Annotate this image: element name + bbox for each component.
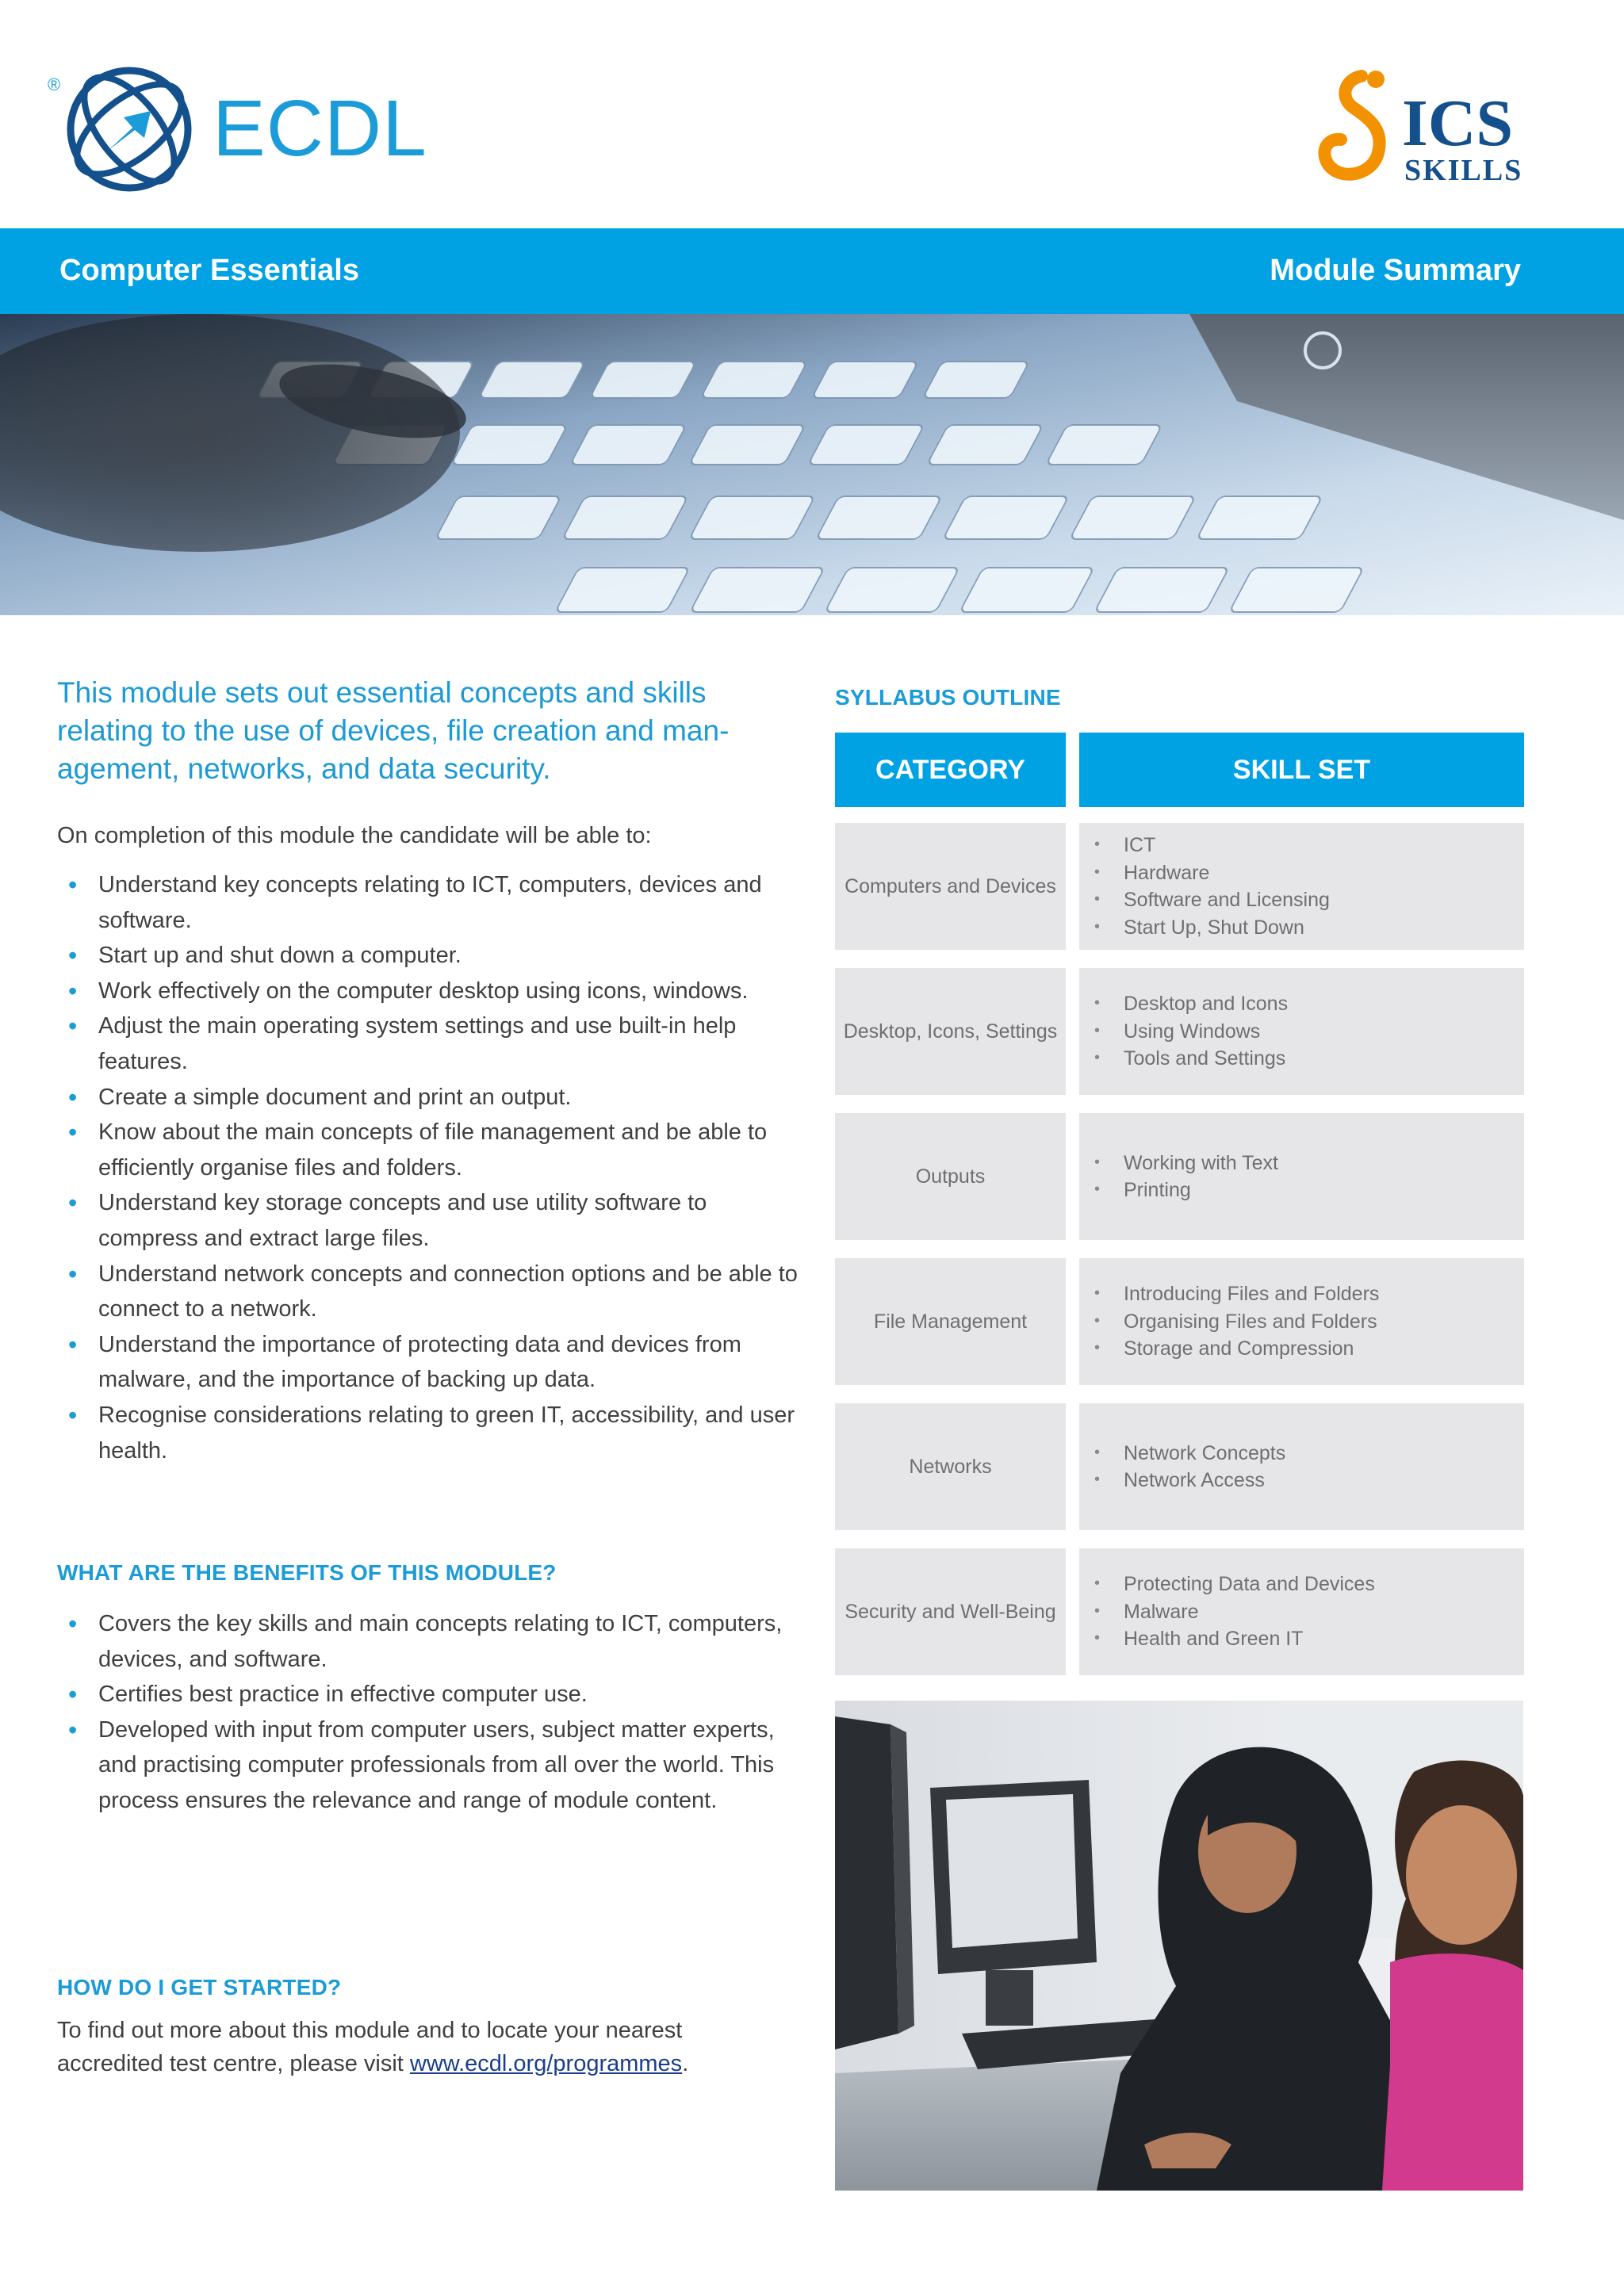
list-item: • Network Access [1094, 1469, 1265, 1491]
list-item: • Printing [1094, 1179, 1191, 1201]
category-column-header: CATEGORY [835, 733, 1066, 807]
bullet-icon: • [68, 1400, 78, 1429]
list-item: • Hardware [1094, 861, 1210, 884]
skillset-cell [1079, 1258, 1524, 1385]
list-item: • Understand the importance of protecting data and devices from malware, and the importance of backing up data. [57, 1327, 810, 1398]
bullet-icon: • [68, 1259, 78, 1288]
bullet-icon: • [68, 1188, 78, 1218]
ecdl-logo [48, 59, 460, 201]
benefits-heading: WHAT ARE THE BENEFITS OF THIS MODULE? [57, 1560, 557, 1585]
bullet-icon: • [68, 1715, 78, 1744]
ecdl-globe-icon [62, 62, 197, 197]
bullet-icon: • [68, 1012, 78, 1041]
bullet-icon: • [68, 1680, 78, 1709]
skillset-column-header: SKILL SET [1079, 733, 1524, 807]
list-item: • Software and Licensing [1094, 889, 1330, 911]
learning-outcomes-list [57, 867, 810, 1468]
list-item: • Tools and Settings [1094, 1047, 1286, 1070]
list-item: • Protecting Data and Devices [1094, 1573, 1375, 1596]
ics-wordmark: ICS [1402, 86, 1514, 160]
list-item: • Health and Green IT [1094, 1628, 1304, 1651]
list-item: • Adjust the main operating system settings and use built-in help features. [57, 1008, 810, 1079]
category-cell: Networks [835, 1403, 1066, 1530]
bullet-icon: • [68, 976, 78, 1005]
students-at-computers-photo [835, 1701, 1523, 2191]
bullet-icon: • [68, 871, 78, 899]
list-item: • Covers the key skills and main concepts relating to ICT, computers, devices, and software. [57, 1606, 810, 1677]
benefits-list [57, 1606, 810, 1819]
list-item: • Know about the main concepts of file management and be able to efficiently organise files and folders. [57, 1115, 810, 1185]
list-item: • Using Windows [1094, 1020, 1261, 1043]
list-item: • Start up and shut down a computer. [57, 938, 810, 974]
list-item: • Understand key storage concepts and use utility software to compress and extract large files. [57, 1185, 810, 1256]
list-item: • Introducing Files and Folders [1094, 1283, 1380, 1306]
list-item: • Understand key concepts relating to ICT, computers, devices and software. [57, 867, 810, 938]
list-item: • Organising Files and Folders [1094, 1310, 1377, 1333]
list-item: • Malware [1094, 1600, 1199, 1623]
list-item: • Storage and Compression [1094, 1337, 1354, 1360]
title-band [0, 228, 1624, 314]
registered-mark: ® [48, 75, 61, 94]
ecdl-wordmark: ECDL [213, 84, 427, 173]
keyboard-photo [0, 314, 1624, 615]
ics-skills-wordmark: SKILLS [1404, 154, 1523, 187]
list-item: • Developed with input from computer users, subject matter experts, and practising computer professionals from all over the world. This process ensures the relevance and range of module content. [57, 1712, 810, 1819]
bullet-icon: • [68, 1082, 78, 1112]
skillset-cell [1079, 1548, 1524, 1675]
skillset-cell [1079, 1403, 1524, 1530]
list-item: • Desktop and Icons [1094, 993, 1289, 1016]
list-item: • ICT [1094, 834, 1156, 856]
module-summary-label: Module Summary [1270, 254, 1521, 287]
list-item: • Network Concepts [1094, 1441, 1286, 1464]
ics-skills-logo [1312, 62, 1534, 189]
bullet-icon: • [68, 1330, 78, 1359]
category-cell: Computers and Devices [835, 823, 1066, 950]
completion-lead: On completion of this module the candidate will be able to: [57, 823, 652, 848]
list-item: • Working with Text [1094, 1151, 1278, 1174]
syllabus-heading: SYLLABUS OUTLINE [835, 685, 1061, 710]
skillset-cell [1079, 823, 1524, 950]
category-cell: File Management [835, 1258, 1066, 1385]
list-item: • Certifies best practice in effective computer use. [57, 1677, 810, 1712]
list-item: • Recognise considerations relating to green IT, accessibility, and user health. [57, 1398, 810, 1468]
programmes-link[interactable]: www.ecdl.org/programmes [409, 2051, 683, 2076]
module-intro: This module sets out essential concepts and skills relating to the use of devices, file creation and management, networks, and data security. [57, 676, 730, 785]
bullet-icon: • [68, 1118, 78, 1147]
skillset-cell [1079, 968, 1524, 1095]
category-cell: Security and Well-Being [835, 1548, 1066, 1675]
module-title: Computer Essentials [59, 254, 359, 287]
list-item: • Start Up, Shut Down [1094, 916, 1304, 939]
list-item: • Work effectively on the computer desktop using icons, windows. [57, 974, 810, 1009]
bullet-icon: • [68, 1609, 78, 1638]
skillset-cell [1079, 1113, 1524, 1240]
category-cell: Desktop, Icons, Settings [835, 968, 1066, 1095]
list-item: • Create a simple document and print an output. [57, 1080, 810, 1115]
get-started-heading: HOW DO I GET STARTED? [57, 1975, 342, 1999]
bullet-icon: • [68, 941, 78, 970]
category-cell: Outputs [835, 1113, 1066, 1240]
ics-swirl-icon [1312, 62, 1408, 189]
get-started-text: To find out more about this module and to locate your nearest accredited test centre, please visit www.ecdl.org/programmes. [57, 2018, 689, 2076]
list-item: • Understand network concepts and connection options and be able to connect to a network. [57, 1257, 810, 1327]
